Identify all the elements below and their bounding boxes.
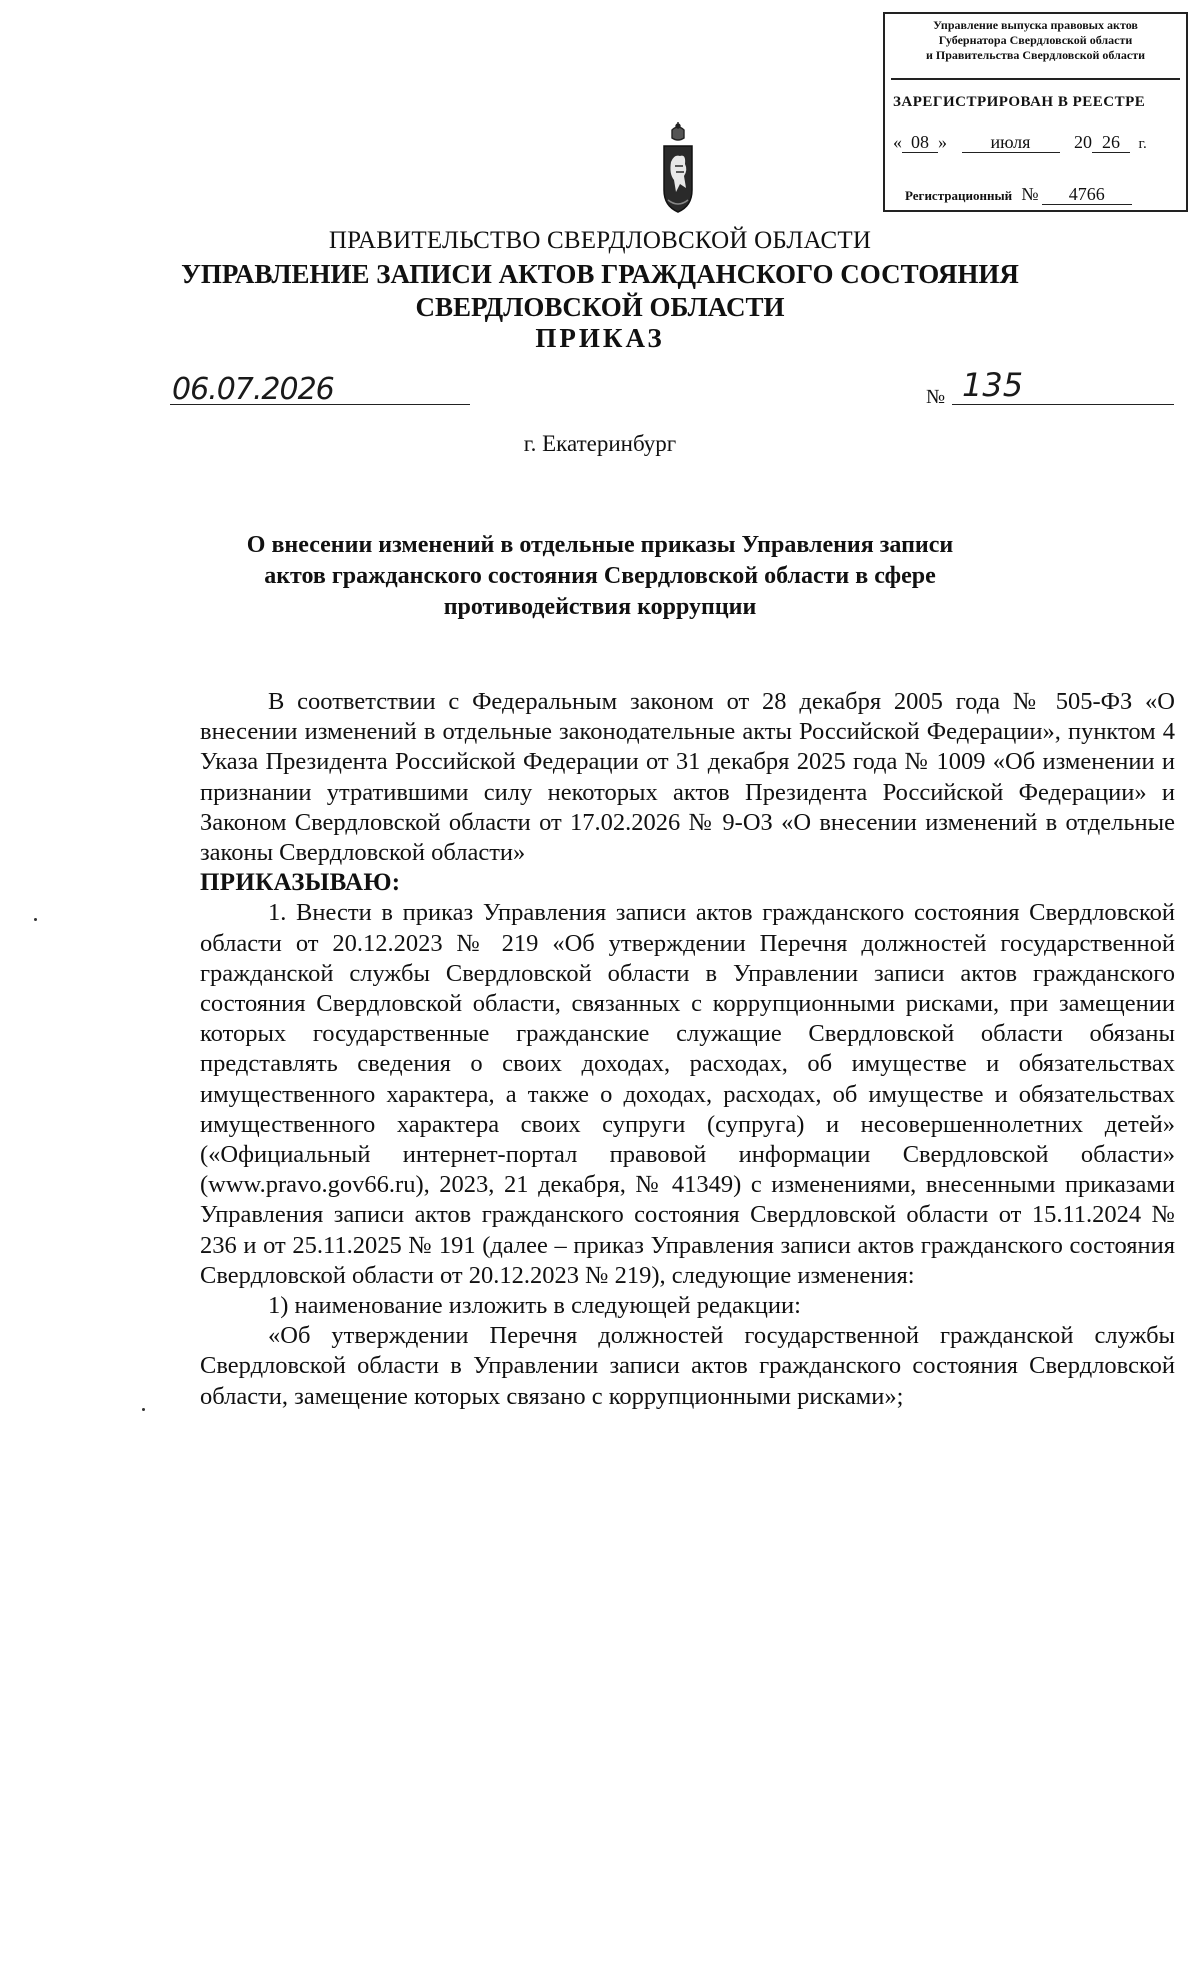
agency-name-line-1: УПРАВЛЕНИЕ ЗАПИСИ АКТОВ ГРАЖДАНСКОГО СОСТОЯНИЯ xyxy=(181,259,1019,289)
stamp-year-prefix: 20 xyxy=(1074,132,1092,152)
agency-name xyxy=(0,258,1200,324)
stamp-reg-label: Регистрационный xyxy=(905,188,1013,203)
registration-stamp xyxy=(883,12,1188,212)
stamp-day: 08 xyxy=(902,132,938,153)
order-number-label: № xyxy=(926,386,946,408)
item-1-paragraph: 1. Внести в приказ Управления записи актов гражданского состояния Свердловской области от 20.12.2023 № 219 «Об утверждении Перечня должностей государственной гражданской службы Свердловской области в Управлении записи актов гражданского состояния Свердловской области, связанных с коррупционными рисками, при замещении которых государственные гражданские служащие Свердловской области обязаны представлять сведения о своих доходах, расходах, об имуществе и обязательствах имущественного характера, а также о доходах, расходах, об имуществе и обязательствах имущественного характера своих супруги (супруга) и несовершеннолетних детей» («Официальный интернет-портал правовой информации Свердловской области» (www.pravo.gov66.ru), 2023, 21 декабря, № 41349) с изменениями, внесенными приказами Управления записи актов гражданского состояния Свердловской области от 15.11.2024 № 236 и от 25.11.2025 № 191 (далее – приказ Управления записи актов гражданского состояния Свердловской области от 20.12.2023 № 219), следующие изменения: xyxy=(200,899,1175,1289)
coat-of-arms-icon xyxy=(658,118,698,218)
stamp-organization xyxy=(885,18,1186,76)
document-type: ПРИКАЗ xyxy=(535,323,665,353)
government-name: ПРАВИТЕЛЬСТВО СВЕРДЛОВСКОЙ ОБЛАСТИ xyxy=(328,227,872,254)
stamp-title: ЗАРЕГИСТРИРОВАН В РЕЕСТРЕ xyxy=(893,94,1146,110)
stamp-open-quote: « xyxy=(893,132,902,152)
stamp-registration xyxy=(905,184,1132,205)
stamp-org-line-1: Управление выпуска правовых актов xyxy=(933,18,1138,32)
order-date-underline xyxy=(170,404,470,405)
stamp-close-quote: » xyxy=(938,132,947,152)
order-number-handwritten: 135 xyxy=(962,366,1024,404)
scan-speck xyxy=(142,1408,145,1411)
new-title-paragraph: «Об утверждении Перечня должностей государственной гражданской службы Свердловской области в Управлении записи актов гражданского состояния Свердловской области, замещение которых связано с коррупционными рисками»; xyxy=(200,1322,1175,1410)
stamp-date xyxy=(893,132,1147,153)
stamp-reg-no-sign: № xyxy=(1021,184,1039,204)
agency-name-line-2: СВЕРДЛОВСКОЙ ОБЛАСТИ xyxy=(415,292,785,322)
order-word xyxy=(200,868,1175,898)
stamp-reg-number: 4766 xyxy=(1042,184,1132,205)
order-number-underline xyxy=(952,404,1174,405)
order-date-handwritten: 06.07.2026 xyxy=(172,372,334,407)
order-word-text: ПРИКАЗЫВАЮ: xyxy=(200,869,401,897)
document-subject: О внесении изменений в отдельные приказы Управления записи актов гражданского состояния Свердловской области в сфере противодействия коррупции xyxy=(246,532,954,620)
stamp-year-mark: г. xyxy=(1138,136,1147,152)
stamp-org-line-2: Губернатора Свердловской области xyxy=(938,33,1133,47)
stamp-divider xyxy=(891,78,1180,80)
stamp-month: июля xyxy=(962,132,1060,153)
city: г. Екатеринбург xyxy=(523,431,677,456)
scan-speck xyxy=(34,918,37,921)
stamp-org-line-3: и Правительства Свердловской области xyxy=(926,48,1145,62)
subitem-1-paragraph: 1) наименование изложить в следующей редакции: xyxy=(268,1292,801,1320)
stamp-year-suffix: 26 xyxy=(1092,132,1130,153)
document-body xyxy=(200,687,1175,1412)
preamble-paragraph: В соответствии с Федеральным законом от 28 декабря 2005 года № 505-ФЗ «О внесении изменений в отдельные законодательные акты Российской Федерации», пунктом 4 Указа Президента Российской Федерации от 31 декабря 2025 года № 1009 «Об изменении и признании утратившими силу некоторых актов Президента Российской Федерации» и Законом Свердловской области от 17.02.2026 № 9-ОЗ «О внесении изменений в отдельные законы Свердловской области» xyxy=(200,688,1175,867)
